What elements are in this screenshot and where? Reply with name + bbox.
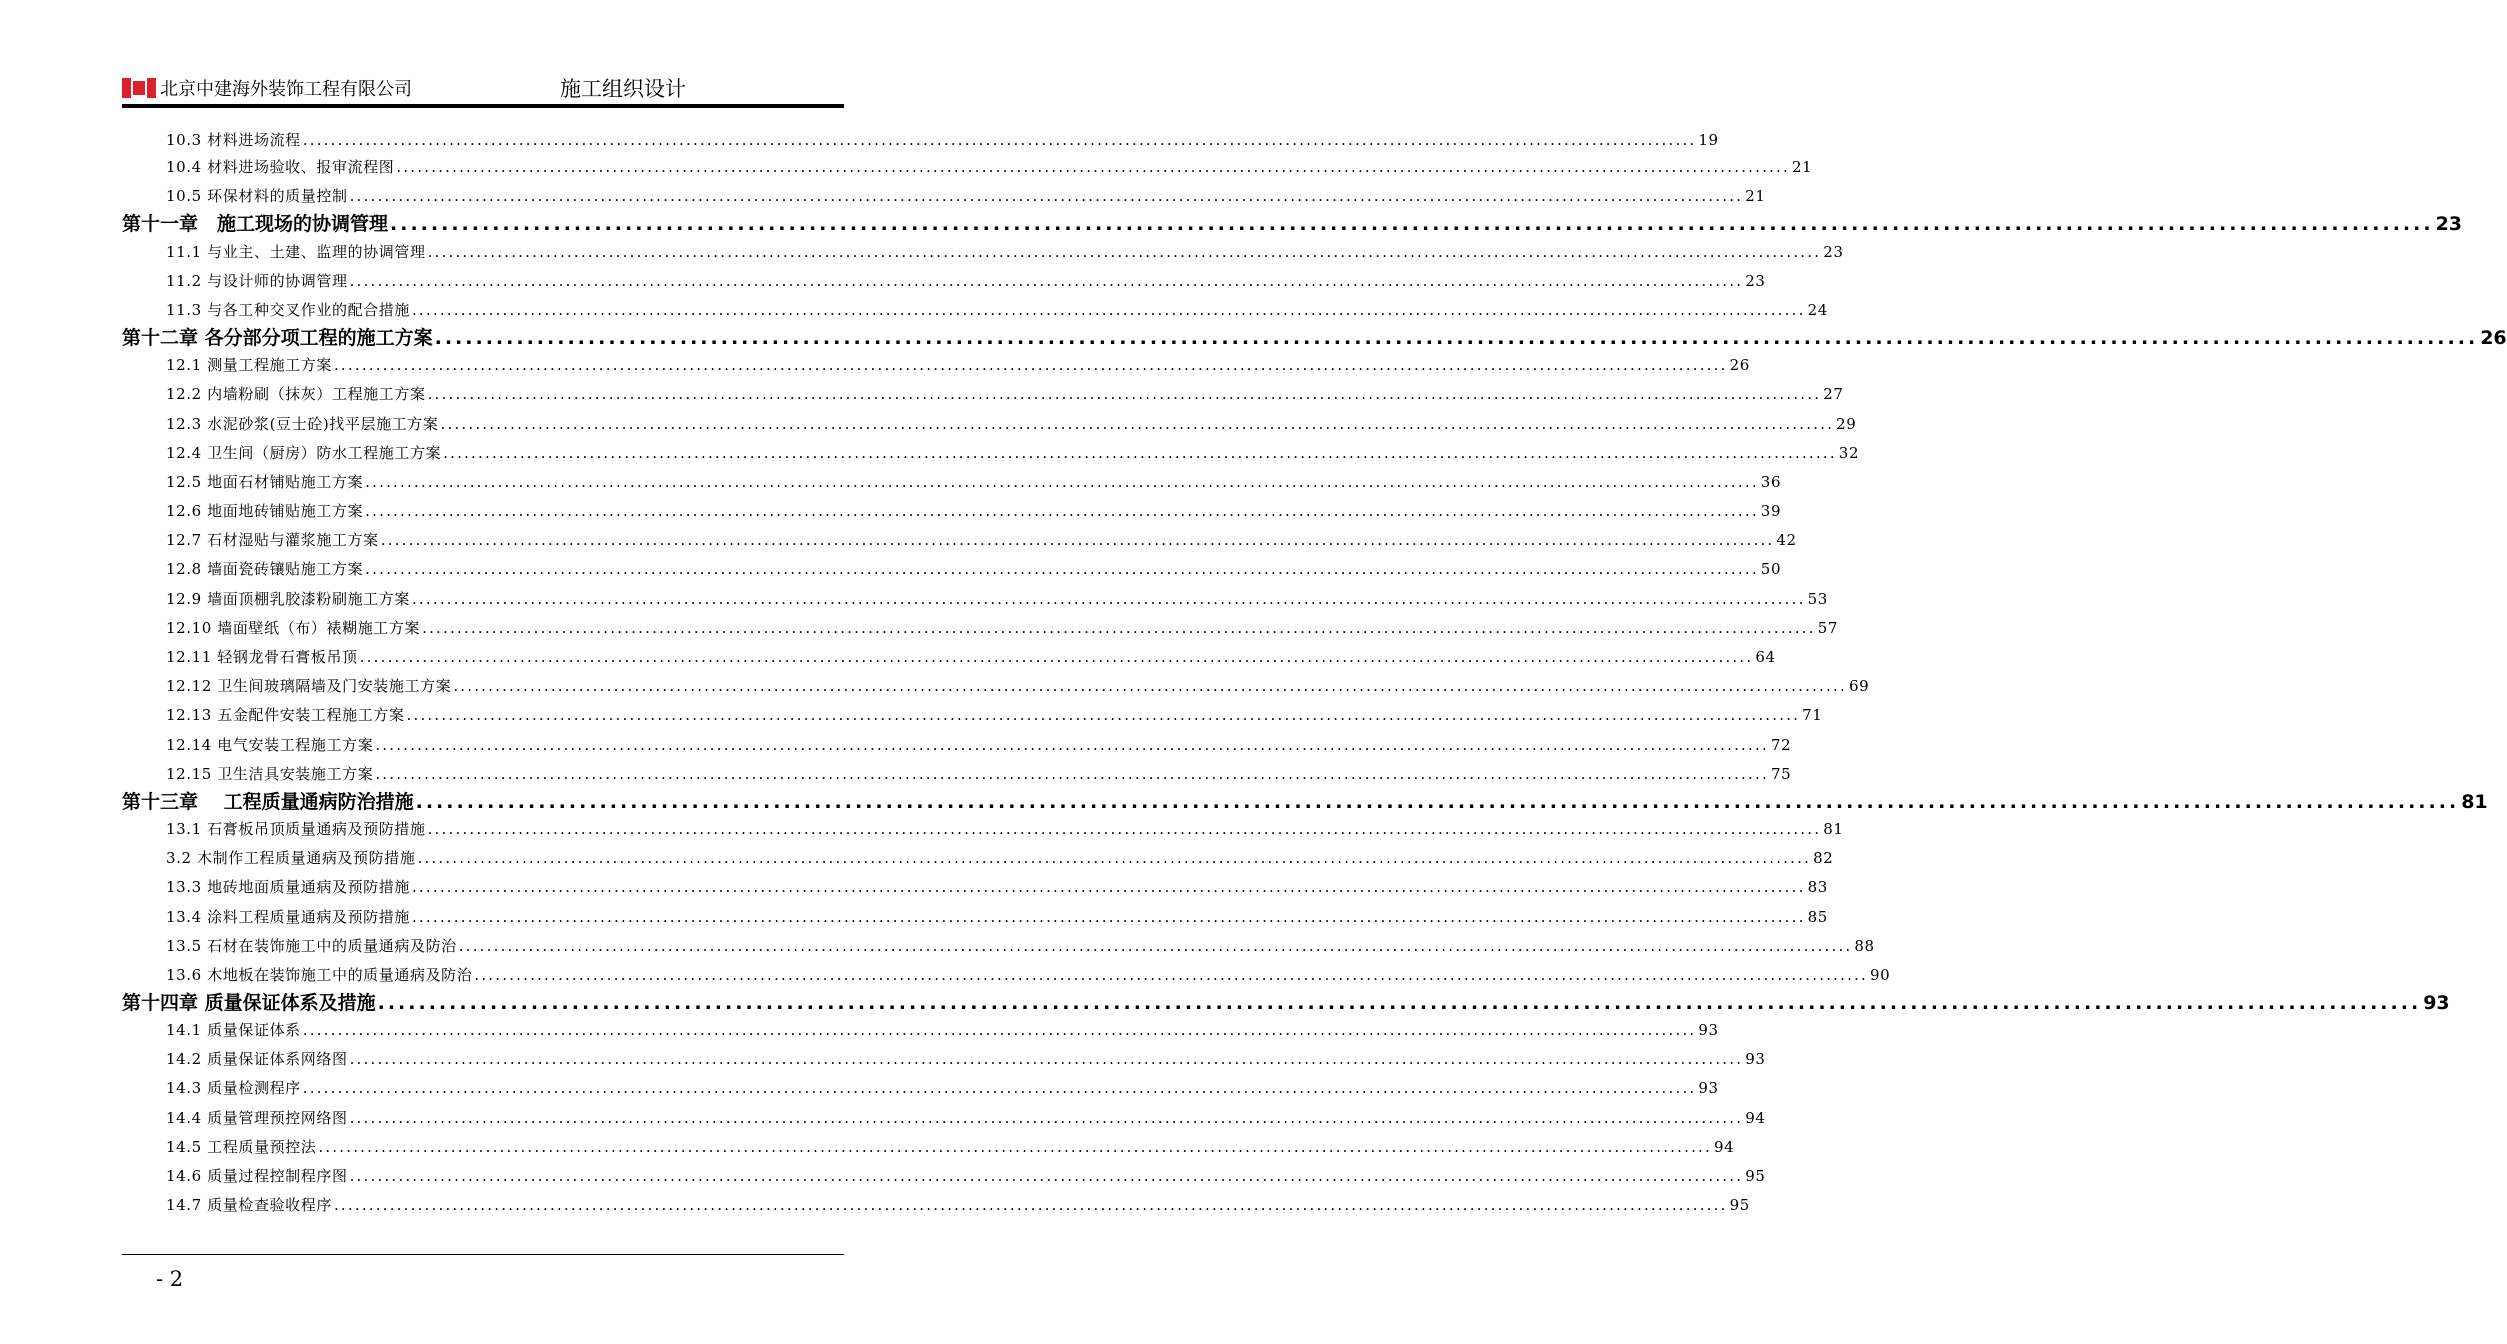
toc-page-number: 93 xyxy=(1745,1050,1766,1069)
toc-leader-dots: ........................................................................................................................................................................................................ xyxy=(411,300,1806,319)
toc-page-number: 94 xyxy=(1745,1108,1766,1127)
toc-entry-title: 14.1 质量保证体系 xyxy=(166,1021,301,1040)
toc-entry-title: 12.15 卫生洁具安装施工方案 xyxy=(166,764,374,783)
toc-entry-title: 12.4 卫生间（厨房）防水工程施工方案 xyxy=(166,443,442,462)
toc-page-number: 93 xyxy=(2423,991,2450,1014)
toc-entry[interactable] xyxy=(122,1162,1766,1191)
toc-leader-dots: ........................................................................................................................................................................................................ xyxy=(349,1050,1744,1069)
toc-page-number: 57 xyxy=(1817,618,1839,637)
toc-entry[interactable] xyxy=(122,701,1823,730)
toc-entry[interactable] xyxy=(122,1133,1735,1162)
toc-leader-dots: ........................................................................................................................................................................................................ xyxy=(377,991,2422,1014)
footer-rule xyxy=(122,1254,844,1255)
table-of-contents xyxy=(122,128,2507,1220)
toc-page-number: 53 xyxy=(1807,589,1828,608)
toc-entry[interactable] xyxy=(122,760,1792,789)
toc-leader-dots: ........................................................................................................................................................................................................ xyxy=(406,706,1801,725)
toc-entry[interactable] xyxy=(122,182,1766,211)
toc-entry-title: 14.7 质量检查验收程序 xyxy=(166,1196,332,1215)
toc-entry-title: 第十三章 工程质量通病防治措施 xyxy=(122,790,414,813)
toc-entry[interactable] xyxy=(122,497,1782,526)
toc-entry-title: 第十四章 质量保证体系及措施 xyxy=(122,991,376,1014)
toc-entry-title: 10.5 环保材料的质量控制 xyxy=(166,187,348,206)
toc-leader-dots: ........................................................................................................................................................................................................ xyxy=(359,648,1754,666)
toc-entry[interactable] xyxy=(122,873,1828,902)
toc-page-number: 71 xyxy=(1802,706,1823,725)
toc-entry[interactable] xyxy=(122,267,1766,296)
document-title: 施工组织设计 xyxy=(560,77,686,101)
toc-leader-dots: ........................................................................................................................................................................................................ xyxy=(474,965,1868,984)
toc-entry[interactable] xyxy=(122,439,1860,468)
header-rule xyxy=(122,104,844,108)
toc-entry[interactable] xyxy=(122,153,1813,182)
toc-leader-dots: ........................................................................................................................................................................................................ xyxy=(375,735,1769,754)
toc-entry-title: 13.4 涂料工程质量通病及预防措施 xyxy=(166,907,410,926)
toc-entry-title: 12.14 电气安装工程施工方案 xyxy=(166,735,374,754)
toc-leader-dots: ........................................................................................................................................................................................................ xyxy=(440,414,1835,433)
toc-leader-dots: ........................................................................................................................................................................................................ xyxy=(333,1196,1728,1215)
toc-entry-title: 12.11 轻钢龙骨石膏板吊顶 xyxy=(166,648,358,666)
toc-entry-title: 10.3 材料进场流程 xyxy=(166,131,301,149)
toc-entry-title: 12.7 石材湿贴与灌浆施工方案 xyxy=(166,531,379,550)
toc-entry-title: 12.6 地面地砖铺贴施工方案 xyxy=(166,502,364,521)
page-header xyxy=(122,74,844,108)
toc-chapter[interactable] xyxy=(122,990,2450,1016)
toc-entry[interactable] xyxy=(122,1074,1719,1103)
toc-page-number: 75 xyxy=(1770,764,1792,783)
toc-leader-dots: ........................................................................................................................................................................................................ xyxy=(415,790,2460,813)
toc-page-number: 36 xyxy=(1760,472,1782,491)
toc-leader-dots: ........................................................................................................................................................................................................ xyxy=(427,819,1822,838)
toc-entry[interactable] xyxy=(122,468,1782,497)
toc-entry[interactable] xyxy=(122,815,1844,844)
toc-page-number: 19 xyxy=(1698,131,1719,149)
toc-page-number: 21 xyxy=(1792,158,1813,177)
toc-leader-dots: ........................................................................................................................................................................................................ xyxy=(318,1137,1712,1156)
toc-leader-dots: ........................................................................................................................................................................................................ xyxy=(411,589,1806,608)
toc-entry-title: 12.8 墙面瓷砖镶贴施工方案 xyxy=(166,560,364,579)
toc-leader-dots: ........................................................................................................................................................................................................ xyxy=(422,618,1816,637)
toc-entry-title: 11.3 与各工种交叉作业的配合措施 xyxy=(166,300,410,319)
toc-page-number: 72 xyxy=(1770,735,1792,754)
toc-page-number: 81 xyxy=(2461,790,2488,813)
toc-page-number: 23 xyxy=(1745,271,1766,290)
toc-leader-dots: ........................................................................................................................................................................................................ xyxy=(380,531,1775,550)
toc-leader-dots: ........................................................................................................................................................................................................ xyxy=(302,1021,1697,1040)
toc-entry[interactable] xyxy=(122,351,1750,380)
toc-entry[interactable] xyxy=(122,296,1828,325)
toc-entry[interactable] xyxy=(122,380,1844,409)
toc-entry-title: 14.5 工程质量预控法 xyxy=(166,1137,317,1156)
toc-page-number: 95 xyxy=(1745,1167,1766,1185)
toc-leader-dots: ........................................................................................................................................................................................................ xyxy=(417,849,1812,868)
toc-leader-dots: ........................................................................................................................................................................................................ xyxy=(349,1108,1744,1127)
toc-entry-title: 13.6 木地板在装饰施工中的质量通病及防治 xyxy=(166,965,473,984)
toc-entry-title: 11.1 与业主、土建、监理的协调管理 xyxy=(166,242,426,261)
toc-page-number: 39 xyxy=(1760,502,1782,521)
toc-page-number: 94 xyxy=(1714,1137,1735,1156)
toc-entry-title: 3.2 木制作工程质量通病及预防措施 xyxy=(166,849,416,868)
toc-entry[interactable] xyxy=(122,526,1797,555)
toc-page-number: 26 xyxy=(2480,326,2507,349)
toc-entry-title: 14.2 质量保证体系网络图 xyxy=(166,1050,348,1069)
page-number: - 2 xyxy=(156,1267,184,1291)
toc-entry[interactable] xyxy=(122,555,1782,584)
toc-chapter[interactable] xyxy=(122,789,2488,815)
toc-entry-title: 12.2 内墙粉刷（抹灰）工程施工方案 xyxy=(166,385,426,404)
toc-entry[interactable] xyxy=(122,584,1828,613)
toc-entry[interactable] xyxy=(122,643,1776,672)
toc-entry[interactable] xyxy=(122,961,1891,990)
toc-chapter[interactable] xyxy=(122,211,2463,237)
toc-entry-title: 12.9 墙面顶棚乳胶漆粉刷施工方案 xyxy=(166,589,410,608)
toc-leader-dots: ........................................................................................................................................................................................................ xyxy=(453,677,1847,696)
toc-entry-title: 12.3 水泥砂浆(豆士砼)找平层施工方案 xyxy=(166,414,439,433)
toc-entry[interactable] xyxy=(122,237,1844,266)
toc-entry-title: 13.3 地砖地面质量通病及预防措施 xyxy=(166,878,410,897)
toc-entry[interactable] xyxy=(122,1045,1766,1074)
company-logo-icon xyxy=(122,78,156,98)
toc-leader-dots: ........................................................................................................................................................................................................ xyxy=(365,560,1759,579)
toc-entry-title: 12.5 地面石材铺贴施工方案 xyxy=(166,472,364,491)
toc-page-number: 23 xyxy=(2435,213,2463,236)
toc-page-number: 23 xyxy=(1823,242,1844,261)
toc-entry-title: 14.3 质量检测程序 xyxy=(166,1079,301,1098)
toc-leader-dots: ........................................................................................................................................................................................................ xyxy=(333,356,1728,375)
toc-entry-title: 第十二章 各分部分项工程的施工方案 xyxy=(122,326,433,349)
toc-leader-dots: ........................................................................................................................................................................................................ xyxy=(302,1079,1697,1098)
toc-leader-dots: ........................................................................................................................................................................................................ xyxy=(396,158,1790,177)
toc-leader-dots: ........................................................................................................................................................................................................ xyxy=(458,936,1853,955)
toc-entry-title: 14.6 质量过程控制程序图 xyxy=(166,1167,348,1185)
toc-page-number: 90 xyxy=(1870,965,1891,984)
toc-page-number: 95 xyxy=(1729,1196,1750,1215)
toc-page-number: 82 xyxy=(1813,849,1834,868)
toc-page-number: 32 xyxy=(1838,443,1860,462)
toc-page-number: 85 xyxy=(1807,907,1828,926)
toc-leader-dots: ........................................................................................................................................................................................................ xyxy=(411,878,1806,897)
toc-entry-title: 14.4 质量管理预控网络图 xyxy=(166,1108,348,1127)
toc-leader-dots: ........................................................................................................................................................................................................ xyxy=(365,502,1759,521)
toc-leader-dots: ........................................................................................................................................................................................................ xyxy=(365,472,1759,491)
toc-leader-dots: ........................................................................................................................................................................................................ xyxy=(434,326,2479,349)
company-name: 北京中建海外装饰工程有限公司 xyxy=(160,79,412,100)
toc-page-number: 50 xyxy=(1760,560,1782,579)
toc-entry-title: 13.1 石膏板吊顶质量通病及预防措施 xyxy=(166,819,426,838)
toc-entry[interactable] xyxy=(122,730,1792,759)
toc-page-number: 88 xyxy=(1854,936,1875,955)
toc-leader-dots: ........................................................................................................................................................................................................ xyxy=(349,187,1744,206)
toc-entry[interactable] xyxy=(122,1191,1750,1220)
toc-page-number: 69 xyxy=(1848,677,1870,696)
toc-chapter[interactable] xyxy=(122,325,2507,351)
toc-page-number: 83 xyxy=(1807,878,1828,897)
toc-entry-title: 12.12 卫生间玻璃隔墙及门安装施工方案 xyxy=(166,677,452,696)
toc-entry-title: 12.10 墙面壁纸（布）裱糊施工方案 xyxy=(166,618,421,637)
toc-entry[interactable] xyxy=(122,1103,1766,1132)
toc-leader-dots: ........................................................................................................................................................................................................ xyxy=(427,242,1822,261)
toc-entry[interactable] xyxy=(122,128,1719,153)
toc-leader-dots: ........................................................................................................................................................................................................ xyxy=(349,271,1744,290)
toc-entry-title: 第十一章 施工现场的协调管理 xyxy=(122,213,389,236)
toc-entry[interactable] xyxy=(122,844,1834,873)
toc-page-number: 42 xyxy=(1776,531,1797,550)
toc-entry-title: 11.2 与设计师的协调管理 xyxy=(166,271,348,290)
toc-leader-dots: ........................................................................................................................................................................................................ xyxy=(302,131,1697,149)
toc-entry-title: 12.1 测量工程施工方案 xyxy=(166,356,332,375)
toc-leader-dots: ........................................................................................................................................................................................................ xyxy=(349,1167,1744,1185)
toc-page-number: 24 xyxy=(1807,300,1828,319)
toc-entry-title: 13.5 石材在装饰施工中的质量通病及防治 xyxy=(166,936,457,955)
toc-leader-dots: ........................................................................................................................................................................................................ xyxy=(443,443,1837,462)
toc-leader-dots: ........................................................................................................................................................................................................ xyxy=(375,764,1769,783)
toc-entry[interactable] xyxy=(122,672,1870,701)
toc-entry-title: 12.13 五金配件安装工程施工方案 xyxy=(166,706,405,725)
toc-entry[interactable] xyxy=(122,902,1828,931)
toc-entry[interactable] xyxy=(122,1016,1719,1045)
toc-page-number: 21 xyxy=(1745,187,1766,206)
toc-page-number: 26 xyxy=(1729,356,1750,375)
toc-entry[interactable] xyxy=(122,614,1839,643)
toc-page-number: 93 xyxy=(1698,1079,1719,1098)
toc-entry[interactable] xyxy=(122,932,1875,961)
toc-leader-dots: ........................................................................................................................................................................................................ xyxy=(411,907,1806,926)
toc-entry-title: 10.4 材料进场验收、报审流程图 xyxy=(166,158,395,177)
toc-leader-dots: ........................................................................................................................................................................................................ xyxy=(390,213,2434,236)
toc-page-number: 93 xyxy=(1698,1021,1719,1040)
toc-page-number: 64 xyxy=(1755,648,1776,666)
toc-page-number: 27 xyxy=(1823,385,1844,404)
toc-entry[interactable] xyxy=(122,409,1857,438)
toc-page-number: 29 xyxy=(1836,414,1857,433)
toc-leader-dots: ........................................................................................................................................................................................................ xyxy=(427,385,1822,404)
toc-page-number: 81 xyxy=(1823,819,1844,838)
